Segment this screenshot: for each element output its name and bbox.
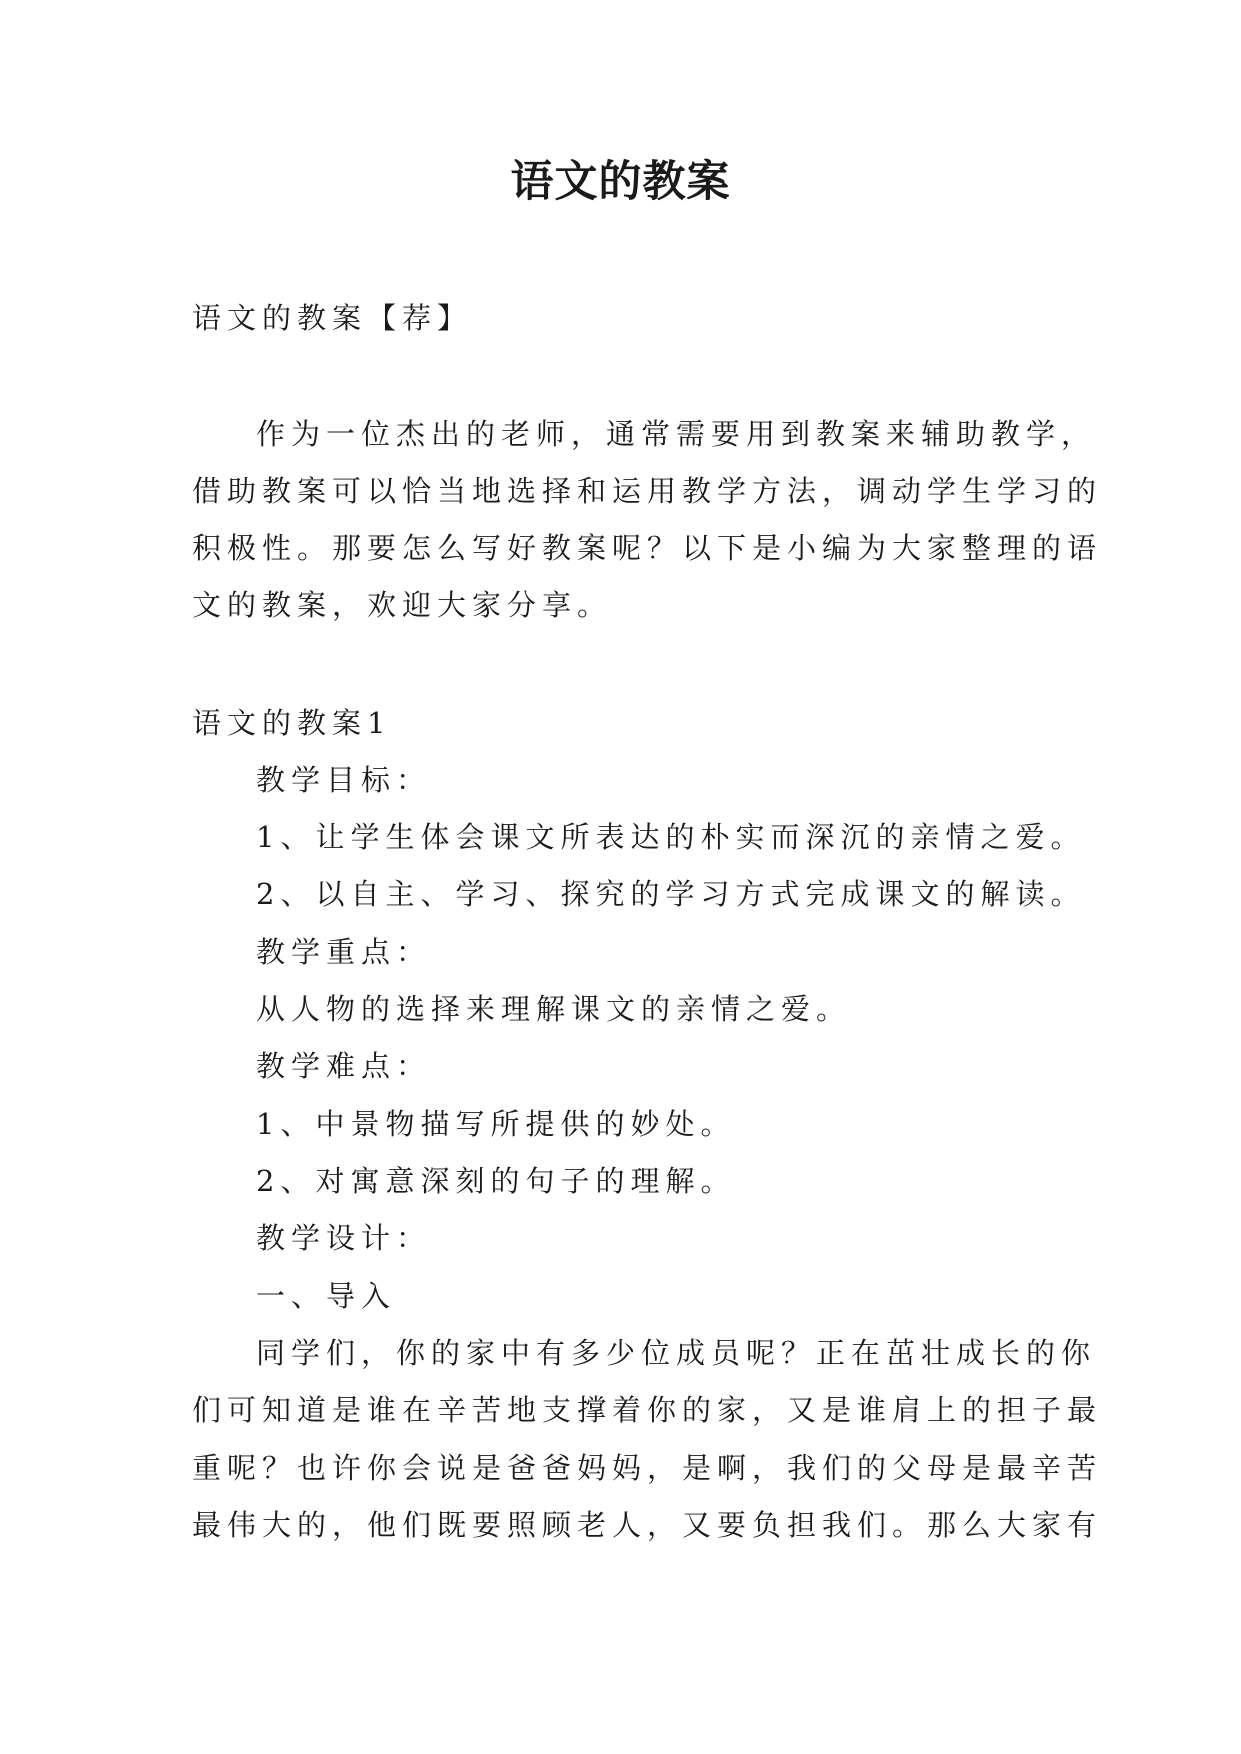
- paragraph-line: 最伟大的，他们既要照顾老人，又要负担我们。那么大家有: [192, 1508, 1103, 1542]
- body-line: 教学难点：: [256, 1049, 432, 1083]
- body-line: 教学设计：: [256, 1221, 432, 1255]
- paragraph-line: 同学们，你的家中有多少位成员呢？正在茁壮成长的你: [256, 1336, 1097, 1370]
- body-line: 2、对寓意深刻的句子的理解。: [256, 1164, 736, 1198]
- body-line: 1、让学生体会课文所表达的朴实而深沉的亲情之爱。: [256, 820, 1086, 854]
- body-line: 从人物的选择来理解课文的亲情之爱。: [256, 992, 852, 1026]
- body-line: 2、以自主、学习、探究的学习方式完成课文的解读。: [256, 877, 1086, 911]
- body-line: 教学目标：: [256, 763, 432, 797]
- body-line: 一、导入: [256, 1279, 397, 1313]
- paragraph-line: 重呢？也许你会说是爸爸妈妈，是啊，我们的父母是最辛苦: [192, 1451, 1103, 1485]
- body-line: 1、中景物描写所提供的妙处。: [256, 1107, 736, 1141]
- intro-line: 文的教案，欢迎大家分享。: [192, 588, 613, 622]
- intro-line: 作为一位杰出的老师，通常需要用到教案来辅助教学，: [256, 417, 1097, 451]
- paragraph-line: 们可知道是谁在辛苦地支撑着你的家，又是谁肩上的担子最: [192, 1393, 1103, 1427]
- intro-line: 积极性。那要怎么写好教案呢？以下是小编为大家整理的语: [192, 531, 1103, 565]
- document-subtitle: 语文的教案【荐】: [192, 301, 473, 335]
- body-line: 教学重点：: [256, 935, 432, 969]
- document-title: 语文的教案: [510, 157, 731, 207]
- intro-line: 借助教案可以恰当地选择和运用教学方法，调动学生学习的: [192, 474, 1103, 508]
- section-heading: 语文的教案1: [192, 706, 392, 740]
